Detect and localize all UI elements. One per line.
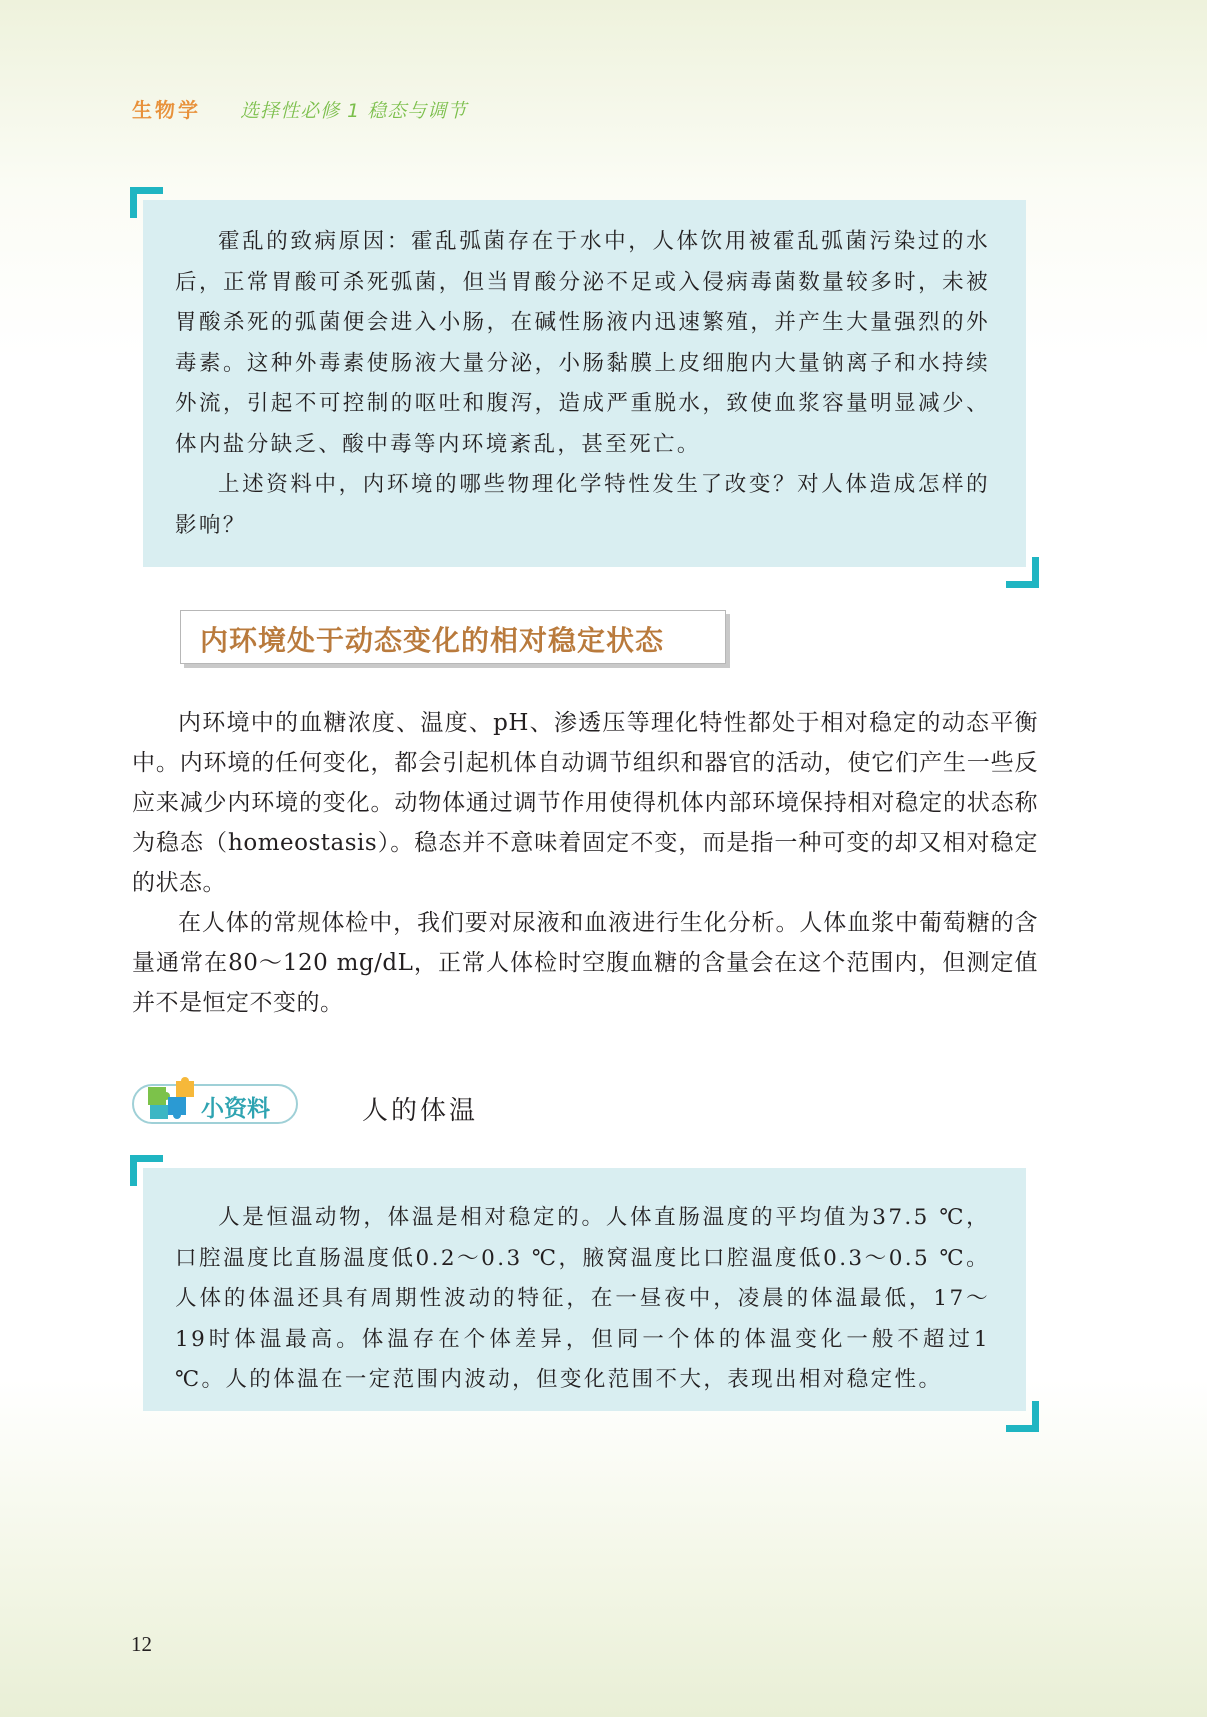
book-title: 选择性必修 1 稳态与调节 xyxy=(240,100,468,122)
running-header xyxy=(132,94,467,123)
puzzle-icon xyxy=(146,1073,206,1127)
body-paragraph: 内环境中的血糖浓度、温度、pH、渗透压等理化特性都处于相对稳定的动态平衡中。内环境的任何变化，都会引起机体自动调节组织和器官的活动，使它们产生一些反应来减少内环境的变化。动物体通过调节作用使得机体内部环境保持相对稳定的状态称为稳态（homeostasis）。稳态并不意味着固定不变，而是指一种可变的却又相对稳定的状态。 xyxy=(132,710,1038,896)
info-paragraph: 人是恒温动物，体温是相对稳定的。人体直肠温度的平均值为37.5 ℃，口腔温度比直肠温度低0.2～0.3 ℃，腋窝温度比口腔温度低0.3～0.5 ℃。人体的体温还具有周期性波动的特征，在一昼夜中，凌晨的体温最低，17～19时体温最高。体温存在个体差异，但同一个体的体温变化一般不超过1 ℃。人的体温在一定范围内波动，但变化范围不大，表现出相对稳定性。 xyxy=(175,1205,990,1392)
info-title: 人的体温 xyxy=(362,1096,479,1126)
section-title: 内环境处于动态变化的相对稳定状态 xyxy=(200,624,665,657)
subject-label: 生物学 xyxy=(132,98,201,122)
badge-label: 小资料 xyxy=(201,1096,270,1122)
case-study-paragraph: 霍乱的致病原因：霍乱弧菌存在于水中，人体饮用被霍乱弧菌污染过的水后，正常胃酸可杀死弧菌，但当胃酸分泌不足或入侵病毒菌数量较多时，未被胃酸杀死的弧菌便会进入小肠，在碱性肠液内迅速繁殖，并产生大量强烈的外毒素。这种外毒素使肠液大量分泌，小肠黏膜上皮细胞内大量钠离子和水持续外流，引起不可控制的呕吐和腹泻，造成严重脱水，致使血浆容量明显减少、体内盐分缺乏、酸中毒等内环境紊乱，甚至死亡。 xyxy=(175,229,990,457)
page-number: 12 xyxy=(131,1632,152,1656)
case-study-question: 上述资料中，内环境的哪些物理化学特性发生了改变？对人体造成怎样的影响？ xyxy=(175,472,990,538)
box-corner-bottom-right xyxy=(1006,1401,1039,1432)
section-heading xyxy=(180,610,726,664)
body-paragraph: 在人体的常规体检中，我们要对尿液和血液进行生化分析。人体血浆中葡萄糖的含量通常在80～120 mg/dL，正常人体检时空腹血糖的含量会在这个范围内，但测定值并不是恒定不变的。 xyxy=(132,910,1038,1016)
body-text xyxy=(132,703,1038,1023)
box-corner-bottom-right xyxy=(1006,557,1039,588)
info-badge xyxy=(132,1073,300,1127)
info-box xyxy=(143,1168,1026,1411)
case-study-box xyxy=(143,200,1026,567)
